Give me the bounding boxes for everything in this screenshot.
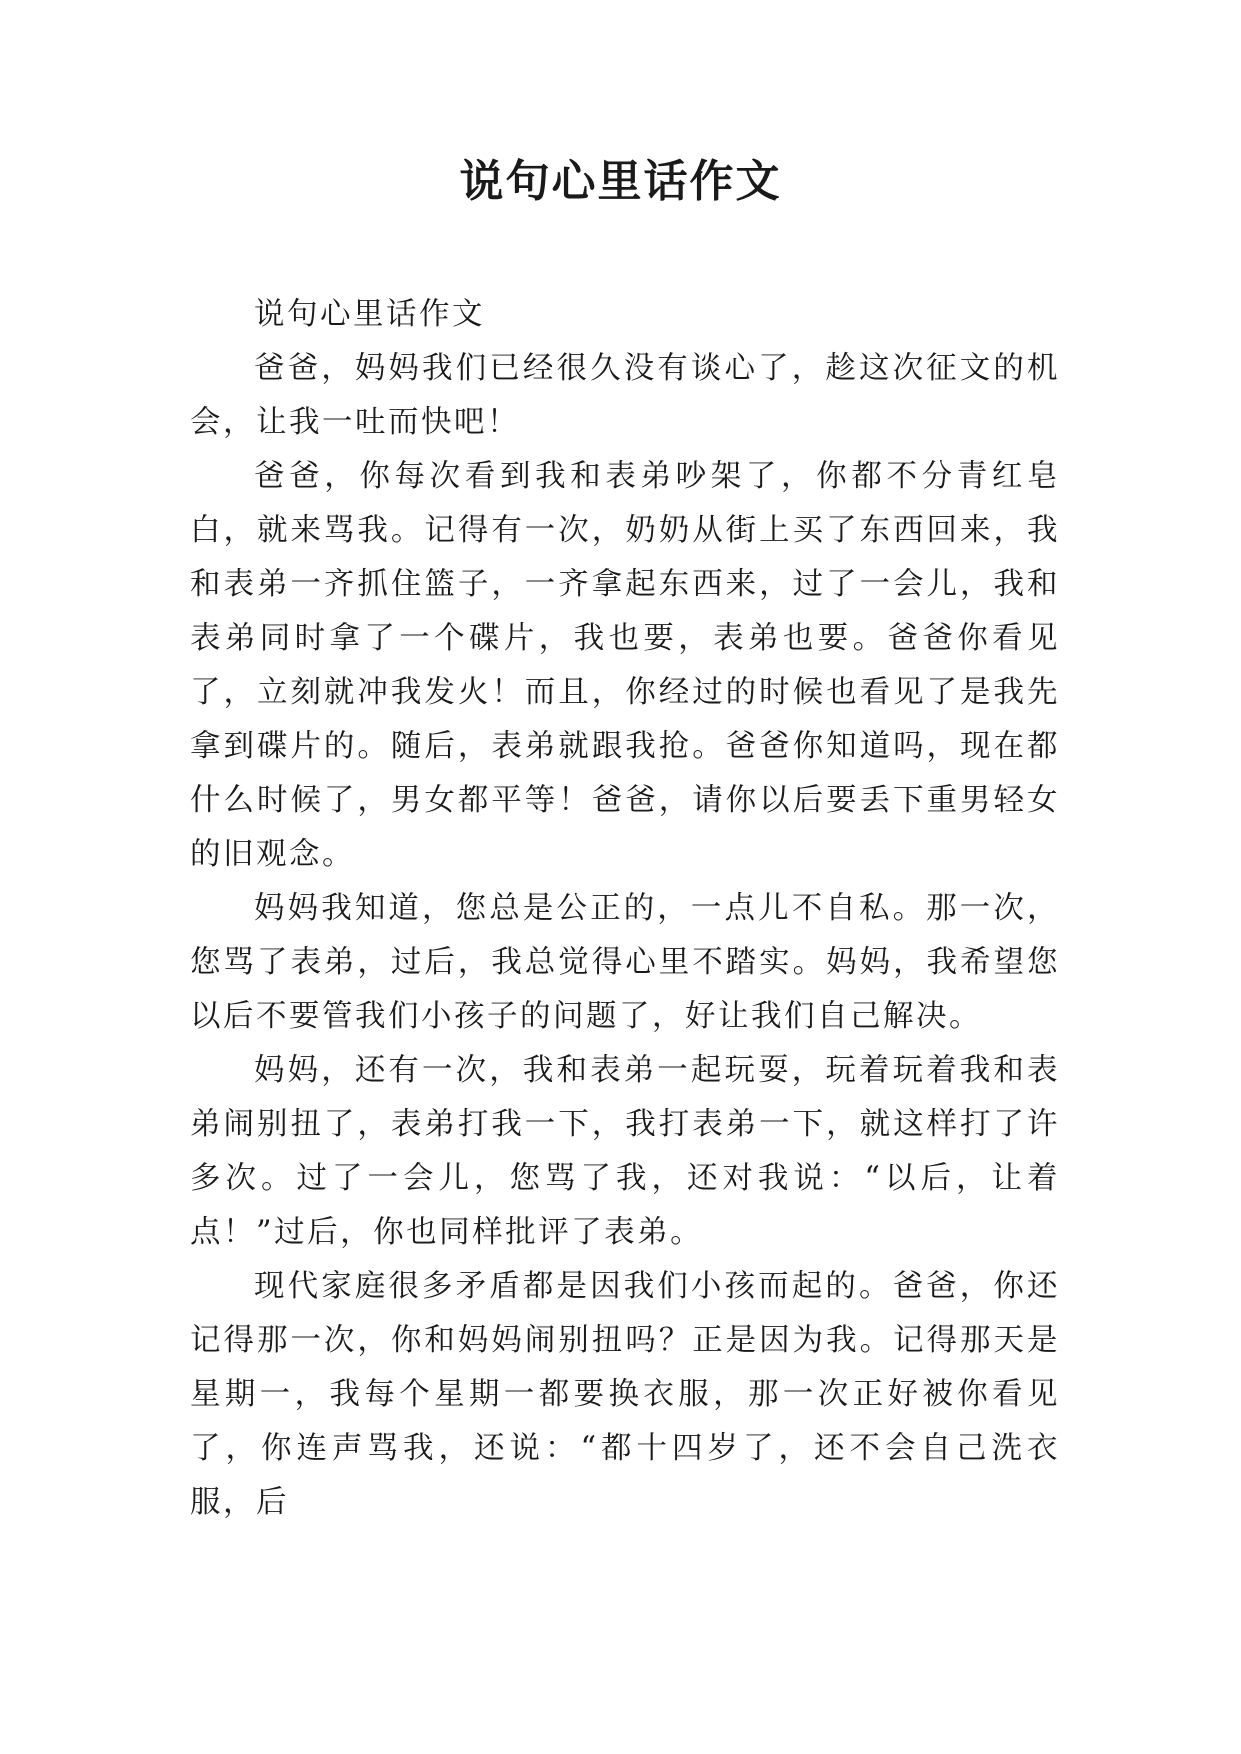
paragraph-heading: 说句心里话作文 (254, 297, 485, 332)
paragraph: 现代家庭很多矛盾都是因我们小孩而起的。爸爸，你还记得那一次，你和妈妈闹别扭吗？正是因为我。记得那天是星期一，我每个星期一都要换衣服，那一次正好被你看见了，你连声骂我，还说：“都十四岁了，还不会自己洗衣服，后 (190, 1269, 1060, 1520)
paragraph: 爸爸，妈妈我们已经很久没有谈心了，趁这次征文的机会，让我一吐而快吧！ (190, 351, 1060, 440)
paragraph: 妈妈我知道，您总是公正的，一点儿不自私。那一次，您骂了表弟，过后，我总觉得心里不踏实。妈妈，我希望您以后不要管我们小孩子的问题了，好让我们自己解决。 (190, 891, 1060, 1034)
document-title: 说句心里话作文 (459, 156, 782, 207)
paragraph: 妈妈，还有一次，我和表弟一起玩耍，玩着玩着我和表弟闹别扭了，表弟打我一下，我打表弟一下，就这样打了许多次。过了一会儿，您骂了我，还对我说：“以后，让着点！”过后，你也同样批评了表弟。 (190, 1053, 1060, 1250)
paragraph: 爸爸，你每次看到我和表弟吵架了，你都不分青红皂白，就来骂我。记得有一次，奶奶从街上买了东西回来，我和表弟一齐抓住篮子，一齐拿起东西来，过了一会儿，我和表弟同时拿了一个碟片，我也要，表弟也要。爸爸你看见了，立刻就冲我发火！而且，你经过的时候也看见了是我先拿到碟片的。随后，表弟就跟我抢。爸爸你知道吗，现在都什么时候了，男女都平等！爸爸，请你以后要丢下重男轻女的旧观念。 (190, 459, 1060, 872)
document-body (190, 288, 1060, 1530)
